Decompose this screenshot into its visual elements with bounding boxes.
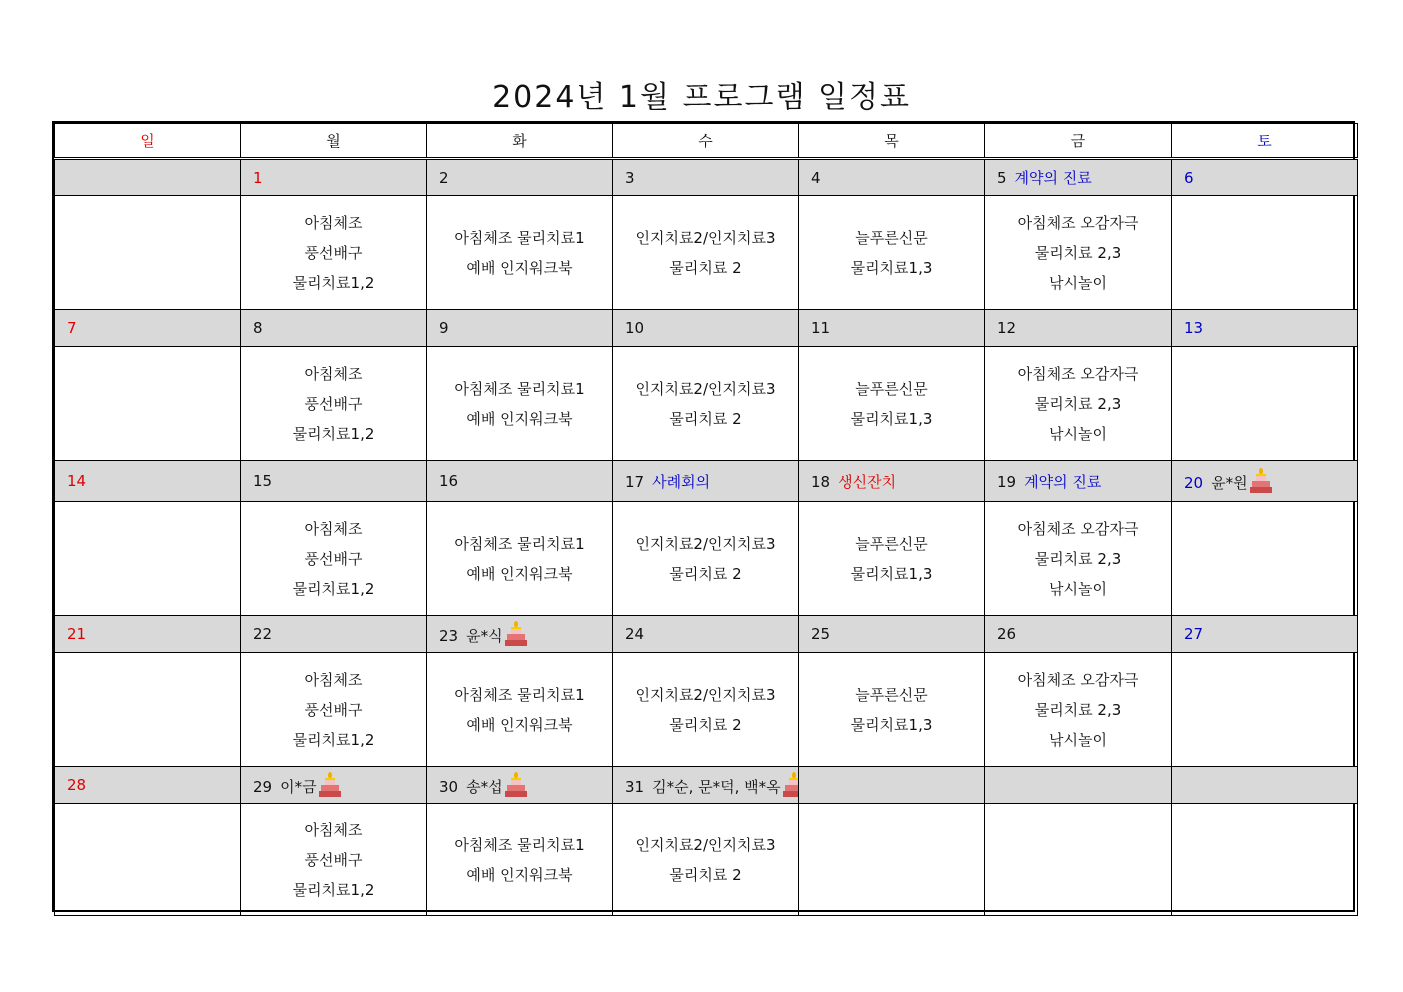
date-cell (241, 461, 427, 502)
program-cell (799, 347, 985, 461)
date-number: 19 (997, 472, 1017, 491)
program-item: 물리치료 2 (669, 564, 742, 583)
program-item: 늘푸른신문 (855, 534, 928, 553)
program-item: 예배 인지워크북 (466, 715, 573, 734)
date-cell (427, 767, 613, 804)
date-cell (985, 310, 1172, 347)
program-cell (613, 502, 799, 616)
program-cell (613, 653, 799, 767)
weekday-thursday: 목 (799, 124, 985, 159)
date-cell (427, 159, 613, 196)
program-item: 아침체조 물리치료1 (454, 685, 585, 704)
date-cell (241, 310, 427, 347)
date-number: 30 (439, 778, 459, 796)
date-number: 7 (67, 319, 77, 337)
program-cell (427, 804, 613, 916)
date-row (55, 767, 1358, 804)
program-cell (55, 653, 241, 767)
date-note: 김*순, 문*덕, 백*옥 (652, 778, 781, 796)
program-item: 인지치료2/인지치료3 (635, 685, 776, 704)
date-note: 윤*식 (466, 627, 503, 645)
calendar-body (55, 159, 1358, 916)
program-item: 물리치료 2 (669, 715, 742, 734)
program-cell (985, 347, 1172, 461)
program-item: 아침체조 물리치료1 (454, 835, 585, 854)
date-cell (1172, 767, 1358, 804)
date-note: 윤*원 (1211, 474, 1248, 492)
program-cell (799, 196, 985, 310)
program-item: 풍선배구 (304, 549, 363, 568)
date-note: 이*금 (280, 778, 317, 796)
program-item: 물리치료1,2 (292, 730, 375, 749)
program-item: 인지치료2/인지치료3 (635, 835, 776, 854)
date-cell (985, 616, 1172, 653)
date-note: 계약의 진료 (1014, 169, 1092, 187)
program-cell (241, 653, 427, 767)
program-item: 낚시놀이 (1049, 730, 1107, 749)
program-item: 아침체조 오감자극 (1017, 213, 1139, 232)
program-row (55, 502, 1358, 616)
program-item: 늘푸른신문 (855, 685, 928, 704)
weekday-wednesday: 수 (613, 124, 799, 159)
date-cell (241, 616, 427, 653)
date-number: 4 (811, 168, 821, 187)
program-item: 물리치료 2,3 (1034, 243, 1122, 262)
program-cell (1172, 502, 1358, 616)
program-item: 아침체조 (304, 213, 363, 232)
program-item: 물리치료1,2 (292, 880, 375, 899)
program-cell (985, 196, 1172, 310)
date-row (55, 616, 1358, 653)
program-item: 늘푸른신문 (855, 379, 928, 398)
date-number: 26 (997, 625, 1017, 643)
program-item: 아침체조 물리치료1 (454, 379, 585, 398)
program-cell (55, 502, 241, 616)
date-number: 5 (997, 169, 1007, 187)
birthday-cake-icon (505, 621, 527, 647)
program-item: 예배 인지워크북 (466, 564, 573, 583)
program-row (55, 196, 1358, 310)
date-cell (427, 310, 613, 347)
date-row (55, 461, 1358, 502)
program-cell (427, 347, 613, 461)
program-item: 풍선배구 (304, 394, 363, 413)
date-cell (1172, 159, 1358, 196)
date-number: 18 (811, 472, 831, 491)
weekday-header-row (55, 124, 1358, 159)
program-item: 물리치료1,3 (850, 564, 933, 583)
date-number: 15 (253, 472, 273, 490)
date-number: 8 (253, 319, 263, 337)
birthday-cake-icon (505, 772, 527, 798)
program-cell (241, 502, 427, 616)
program-cell (985, 653, 1172, 767)
weekday-monday: 월 (241, 124, 427, 159)
date-number: 11 (811, 319, 831, 337)
date-cell (1172, 616, 1358, 653)
date-cell (613, 310, 799, 347)
date-cell (985, 159, 1172, 196)
program-item: 낚시놀이 (1049, 579, 1107, 598)
birthday-cake-icon (319, 772, 341, 798)
date-cell (799, 461, 985, 502)
program-item: 풍선배구 (304, 850, 363, 869)
page-title: 2024년 1월 프로그램 일정표 (492, 80, 911, 115)
date-number: 22 (253, 625, 273, 643)
program-item: 낚시놀이 (1049, 424, 1107, 443)
date-note: 계약의 진료 (1024, 472, 1102, 491)
calendar-grid (54, 123, 1358, 916)
date-cell (799, 767, 985, 804)
date-cell (55, 616, 241, 653)
program-cell (985, 804, 1172, 916)
date-cell (427, 616, 613, 653)
program-cell (613, 804, 799, 916)
birthday-cake-icon (1250, 468, 1272, 494)
weekday-tuesday: 화 (427, 124, 613, 159)
program-cell (613, 196, 799, 310)
date-cell (1172, 461, 1358, 502)
date-cell (1172, 310, 1358, 347)
date-cell (55, 767, 241, 804)
weekday-friday: 금 (985, 124, 1172, 159)
date-number: 3 (625, 168, 635, 187)
program-item: 아침체조 (304, 364, 363, 383)
date-cell (799, 310, 985, 347)
program-item: 물리치료 2 (669, 258, 742, 277)
program-item: 물리치료1,3 (850, 258, 933, 277)
program-cell (1172, 804, 1358, 916)
date-number: 13 (1184, 319, 1204, 337)
date-number: 25 (811, 625, 831, 643)
program-cell (1172, 196, 1358, 310)
program-item: 물리치료 2 (669, 865, 742, 884)
program-cell (55, 804, 241, 916)
weekday-saturday: 토 (1172, 124, 1358, 159)
program-item: 물리치료1,2 (292, 579, 375, 598)
date-number: 28 (67, 776, 87, 794)
date-cell (613, 159, 799, 196)
date-cell (55, 461, 241, 502)
program-item: 물리치료 2,3 (1034, 549, 1122, 568)
date-note: 사례회의 (652, 472, 711, 491)
program-item: 아침체조 (304, 820, 363, 839)
program-cell (1172, 347, 1358, 461)
program-row (55, 804, 1358, 916)
date-number: 24 (625, 625, 645, 643)
date-number: 17 (625, 472, 645, 491)
date-note: 송*섭 (466, 778, 503, 796)
program-item: 물리치료1,2 (292, 424, 375, 443)
program-item: 아침체조 물리치료1 (454, 228, 585, 247)
weekday-sunday: 일 (55, 124, 241, 159)
program-cell (613, 347, 799, 461)
date-number: 27 (1184, 625, 1204, 643)
date-cell (799, 159, 985, 196)
program-item: 물리치료 2,3 (1034, 700, 1122, 719)
program-item: 물리치료1,3 (850, 715, 933, 734)
program-item: 아침체조 물리치료1 (454, 534, 585, 553)
date-row (55, 310, 1358, 347)
date-cell (55, 310, 241, 347)
program-item: 물리치료 2 (669, 409, 742, 428)
program-cell (427, 653, 613, 767)
program-item: 물리치료 2,3 (1034, 394, 1122, 413)
date-cell (985, 461, 1172, 502)
date-number: 1 (253, 168, 263, 187)
date-number: 16 (439, 472, 459, 490)
program-item: 아침체조 오감자극 (1017, 519, 1139, 538)
program-cell (427, 502, 613, 616)
date-number: 10 (625, 319, 645, 337)
date-number: 14 (67, 472, 87, 490)
program-cell (241, 347, 427, 461)
program-item: 낚시놀이 (1049, 273, 1107, 292)
program-cell (241, 196, 427, 310)
date-number: 23 (439, 627, 459, 645)
program-item: 아침체조 오감자극 (1017, 364, 1139, 383)
program-item: 아침체조 (304, 670, 363, 689)
program-item: 예배 인지워크북 (466, 409, 573, 428)
program-row (55, 347, 1358, 461)
program-item: 물리치료1,2 (292, 273, 375, 292)
date-cell (241, 159, 427, 196)
date-note: 생신잔치 (838, 472, 897, 491)
program-cell (427, 196, 613, 310)
program-item: 아침체조 오감자극 (1017, 670, 1139, 689)
program-row (55, 653, 1358, 767)
program-item: 늘푸른신문 (855, 228, 928, 247)
date-cell (799, 616, 985, 653)
date-cell (613, 461, 799, 502)
program-item: 물리치료1,3 (850, 409, 933, 428)
date-number: 6 (1184, 168, 1194, 187)
program-item: 예배 인지워크북 (466, 258, 573, 277)
program-cell (799, 804, 985, 916)
program-cell (985, 502, 1172, 616)
program-item: 인지치료2/인지치료3 (635, 534, 776, 553)
program-item: 풍선배구 (304, 700, 363, 719)
program-cell (55, 196, 241, 310)
program-item: 인지치료2/인지치료3 (635, 379, 776, 398)
date-cell (427, 461, 613, 502)
date-number: 21 (67, 625, 87, 643)
program-cell (799, 653, 985, 767)
date-number: 20 (1184, 474, 1204, 492)
calendar-table (52, 121, 1355, 912)
program-item: 아침체조 (304, 519, 363, 538)
program-item: 인지치료2/인지치료3 (635, 228, 776, 247)
date-number: 31 (625, 778, 645, 796)
date-cell (985, 767, 1172, 804)
program-cell (799, 502, 985, 616)
date-number: 12 (997, 319, 1017, 337)
program-cell (55, 347, 241, 461)
date-number: 2 (439, 168, 449, 187)
date-cell (613, 616, 799, 653)
program-cell (241, 804, 427, 916)
date-cell (241, 767, 427, 804)
birthday-cake-icon (783, 772, 799, 798)
date-number: 9 (439, 319, 449, 337)
program-cell (1172, 653, 1358, 767)
date-cell (613, 767, 799, 804)
date-row (55, 159, 1358, 196)
date-cell (55, 159, 241, 196)
date-number: 29 (253, 778, 273, 796)
program-item: 풍선배구 (304, 243, 363, 262)
program-item: 예배 인지워크북 (466, 865, 573, 884)
